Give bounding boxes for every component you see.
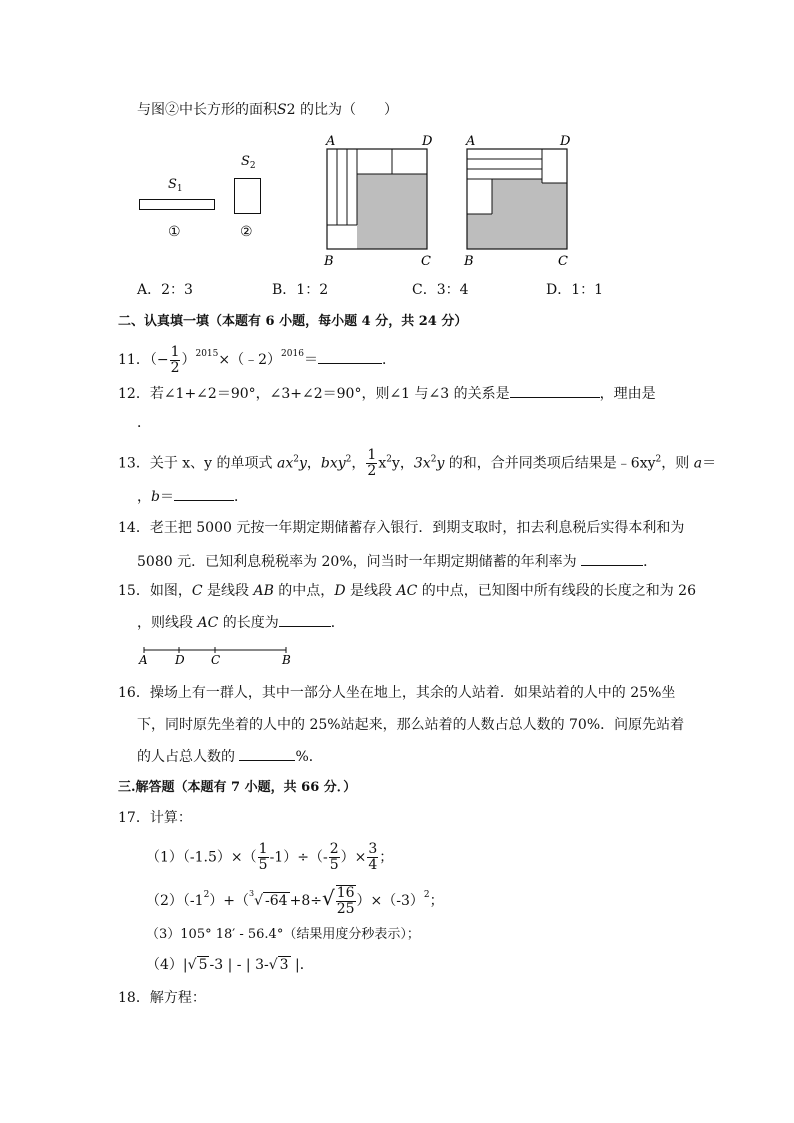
label-A-2: A bbox=[466, 134, 476, 149]
point-A: A bbox=[139, 653, 148, 667]
question-16: 16．操场上有一群人，其中一部分人坐在地上，其余的人站着．如果站着的人中的 25%坐 bbox=[118, 685, 676, 701]
square-figure-2 bbox=[460, 130, 580, 270]
question-14: 14．老王把 5000 元按一年期定期储蓄存入银行．到期支取时，扣去利息税后实得本利和为 bbox=[118, 520, 685, 536]
question-13: 13．关于 x、y 的单项式 $ax^2y$，bxy$^2$， $\frac{1}{2}$ $x^2y$，$3x^2y$ 的和，合并同类项后结果是$﹣6xy^2$，则 a＝ bbox=[118, 447, 717, 479]
label-A-1: A bbox=[326, 134, 336, 149]
question-17-part4: （4）|√ 5 -3 | - | 3-√ 3 |． bbox=[146, 957, 314, 973]
segment-figure bbox=[136, 644, 296, 668]
section-2-title: 二、认真填一填（本题有 6 小题，每小题 4 分，共 24 分） bbox=[118, 314, 468, 329]
option-b[interactable]: B．1：2 bbox=[272, 282, 329, 298]
q10-intro: 与图②中长方形的面积S2 的比为（ ） bbox=[137, 102, 398, 118]
question-12-line2: ． bbox=[137, 415, 151, 431]
fig1-rectangle bbox=[139, 199, 215, 210]
answer-blank-15[interactable] bbox=[279, 612, 331, 627]
label-B-1: B bbox=[324, 254, 334, 269]
answer-blank-12a[interactable] bbox=[510, 383, 600, 398]
section-3-title: 三.解答题（本题有 7 小题，共 66 分．） bbox=[118, 780, 357, 795]
question-17-part1: （1）（-1.5）×（ $\frac{1}{5}$ -1）÷（- $\frac{2}{5}$ ）× $\frac{3}{4}$ ； bbox=[146, 841, 394, 873]
question-12: 12．若∠1+∠2＝90°，∠3+∠2＝90°，则∠1 与∠3 的关系是 ，理由是 bbox=[118, 383, 656, 404]
fraction-half: $\frac{1}{2}$ bbox=[170, 343, 180, 376]
shaded-region-1 bbox=[357, 174, 427, 249]
answer-blank-16[interactable] bbox=[239, 746, 295, 761]
label-D-1: D bbox=[422, 134, 433, 149]
option-d[interactable]: D．1：1 bbox=[546, 282, 604, 298]
question-17-part3: （3）105° 18′ - 56.4°（结果用度分秒表示）； bbox=[146, 927, 420, 942]
question-11: 11．（− $\frac{1}{2}$ ）$^{2015}$×（﹣2）$^{2016}$＝ ． bbox=[118, 343, 396, 376]
label-C-1: C bbox=[421, 254, 431, 269]
question-13-line2: ，b＝ ． bbox=[137, 486, 248, 507]
answer-blank-11[interactable] bbox=[318, 349, 382, 364]
option-c[interactable]: C．3：4 bbox=[412, 282, 469, 298]
point-D: D bbox=[175, 653, 185, 667]
question-16-line3: 的人占总人数的 %． bbox=[137, 746, 323, 767]
question-14-line2: 5080 元．已知利息税税率为 20%，问当时一年期定期储蓄的年利率为 ． bbox=[137, 551, 657, 572]
question-15: 15．如图，C 是线段 AB 的中点，D 是线段 AC 的中点，已知图中所有线段的长度之和为 26 bbox=[118, 583, 696, 599]
label-B-2: B bbox=[464, 254, 474, 269]
square-figure-1 bbox=[320, 130, 440, 270]
answer-blank-13b[interactable] bbox=[174, 486, 234, 501]
fig2-label: $S_2$ bbox=[241, 154, 256, 171]
question-18-title: 18．解方程： bbox=[118, 990, 206, 1006]
question-17-part2: $(2)(-1^2)+(^3√$ -64 +8÷√ $\frac{16}{25}$ ）$\times(-3)^2$； bbox=[146, 885, 444, 917]
label-D-2: D bbox=[560, 134, 571, 149]
option-a[interactable]: A．2：3 bbox=[137, 282, 193, 298]
question-17-title: 17．计算： bbox=[118, 810, 192, 826]
point-B: B bbox=[282, 653, 291, 667]
fig2-rectangle bbox=[234, 178, 261, 214]
fig1-label: $S_1$ bbox=[168, 177, 183, 194]
fig2-number: ② bbox=[240, 224, 253, 240]
point-C: C bbox=[211, 653, 221, 667]
question-16-line2: 下，同时原先坐着的人中的 25%站起来，那么站着的人数占总人数的 70%．问原先站着 bbox=[137, 717, 685, 733]
question-15-line2: ，则线段 AC 的长度为 ． bbox=[137, 612, 345, 633]
fig1-number: ① bbox=[168, 224, 181, 240]
label-C-2: C bbox=[558, 254, 568, 269]
answer-blank-14[interactable] bbox=[581, 551, 643, 566]
